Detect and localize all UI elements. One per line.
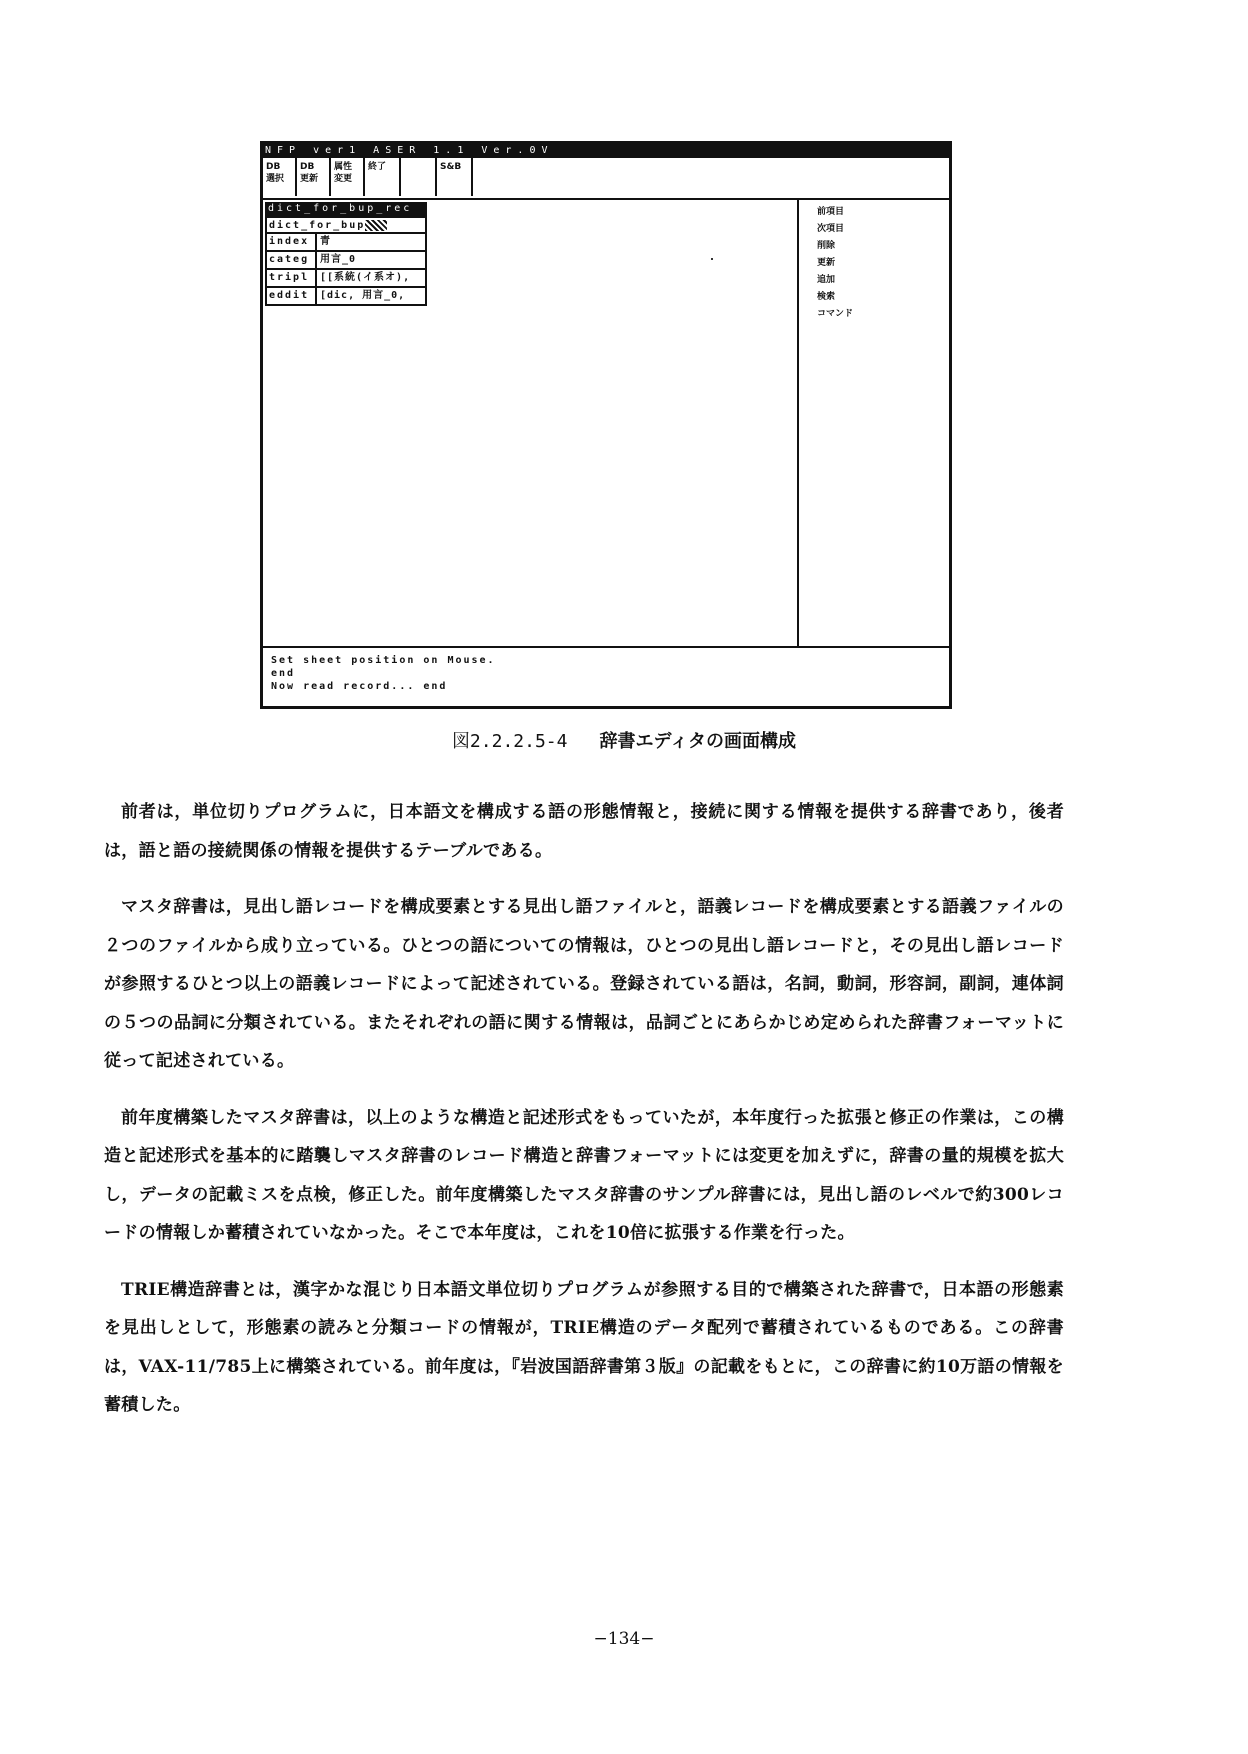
menu-db-update-button[interactable] xyxy=(297,158,331,196)
paragraph: 前者は，単位切りプログラムに，日本語文を構成する語の形態情報と，接続に関する情報を提供する辞書であり，後者は，語と語の接続関係の情報を提供するテーブルである。 xyxy=(104,802,1064,861)
status-line: Now read record... end xyxy=(271,681,448,692)
paragraph: 前年度構築したマスタ辞書は，以上のような構造と記述形式をもっていたが，本年度行った拡張と修正の作業は，この構造と記述形式を基本的に踏襲しマスタ辞書のレコード構造と辞書フォーマットには変更を加えずに，辞書の量的規模を拡大し，データの記載ミスを点検，修正した。前年度構築したマスタ辞書のサンプル辞書には，見出し語のレベルで約300レコードの情報しか蓄積されていなかった。そこで本年度は，これを10倍に拡張する作業を行った。 xyxy=(104,1107,1064,1243)
command-delete[interactable]: 削除 xyxy=(817,241,836,251)
figure-title: 辞書エディタの画面構成 xyxy=(599,731,797,752)
command-panel xyxy=(799,200,949,646)
menu-label: 更新 xyxy=(300,174,319,184)
status-message-area xyxy=(263,646,949,706)
menu-label: DB xyxy=(266,162,281,172)
command-add[interactable]: 追加 xyxy=(817,275,836,285)
menu-attribute-change-button[interactable] xyxy=(331,158,365,196)
command-command[interactable]: コマンド xyxy=(817,309,854,319)
field-name: categ xyxy=(267,252,317,268)
status-line: end xyxy=(271,668,296,679)
body-text xyxy=(104,793,1064,1443)
command-search[interactable]: 検索 xyxy=(817,292,836,302)
field-value[interactable]: [dic, 用言_0, xyxy=(320,290,406,301)
figure-number: 図2.2.2.5-4 xyxy=(451,731,568,752)
menu-s-and-b-button[interactable] xyxy=(437,158,473,196)
record-sheet[interactable] xyxy=(265,202,427,306)
record-sheet-header-row[interactable] xyxy=(265,216,427,234)
field-value[interactable]: 青 xyxy=(320,236,331,247)
record-field-row[interactable] xyxy=(265,288,427,306)
menu-label: S&B xyxy=(440,162,462,172)
record-field-row[interactable] xyxy=(265,270,427,288)
editor-title-bar: NFP ver1 ASER 1.1 Ver.0V xyxy=(263,144,949,158)
menu-empty-button[interactable] xyxy=(401,158,437,196)
field-name: eddit xyxy=(267,288,317,304)
menu-label: DB xyxy=(300,162,315,172)
figure-caption xyxy=(0,727,1248,753)
command-update[interactable]: 更新 xyxy=(817,258,836,268)
editor-menu-bar xyxy=(263,158,949,200)
record-field-row[interactable] xyxy=(265,234,427,252)
field-name: index xyxy=(267,234,317,250)
command-prev-item[interactable]: 前項目 xyxy=(817,207,845,217)
paragraph: TRIE構造辞書とは，漢字かな混じり日本語文単位切りプログラムが参照する目的で構築された辞書で，日本語の形態素を見出しとして，形態素の読みと分類コードの情報が，TRIE構造のデータ配列で蓄積されているものである。この辞書は，VAX-11/785上に構築されている。前年度は，『岩波国語辞書第３版』の記載をもとに，この辞書に約10万語の情報を蓄積した。 xyxy=(104,1279,1064,1415)
field-name: tripl xyxy=(267,270,317,286)
command-next-item[interactable]: 次項目 xyxy=(817,224,845,234)
menu-label: 終了 xyxy=(368,162,387,172)
record-field-row[interactable] xyxy=(265,252,427,270)
field-value[interactable]: [[系統(イ系オ), xyxy=(320,272,411,283)
page-number: −134− xyxy=(593,1629,655,1649)
editor-work-area[interactable] xyxy=(263,200,799,646)
record-sheet-title[interactable]: dict_for_bup_rec xyxy=(265,202,427,216)
menu-exit-button[interactable] xyxy=(365,158,401,196)
hatched-marker-icon xyxy=(365,220,387,231)
record-name: dict_for_bup xyxy=(269,220,366,231)
stray-dot xyxy=(711,258,713,260)
menu-label: 変更 xyxy=(334,174,353,184)
field-value[interactable]: 用言_0 xyxy=(320,254,357,265)
menu-db-select-button[interactable] xyxy=(263,158,297,196)
status-line: Set sheet position on Mouse. xyxy=(271,655,496,666)
menu-label: 選択 xyxy=(266,174,285,184)
editor-screenshot xyxy=(260,141,952,709)
menu-label: 属性 xyxy=(334,162,353,172)
paragraph: マスタ辞書は，見出し語レコードを構成要素とする見出し語ファイルと，語義レコードを構成要素とする語義ファイルの２つのファイルから成り立っている。ひとつの語についての情報は，ひとつの見出し語レコードと，その見出し語レコードが参照するひとつ以上の語義レコードによって記述されている。登録されている語は，名詞，動詞，形容詞，副詞，連体詞の５つの品詞に分類されている。またそれぞれの語に関する情報は，品詞ごとにあらかじめ定められた辞書フォーマットに従って記述されている。 xyxy=(104,897,1064,1071)
